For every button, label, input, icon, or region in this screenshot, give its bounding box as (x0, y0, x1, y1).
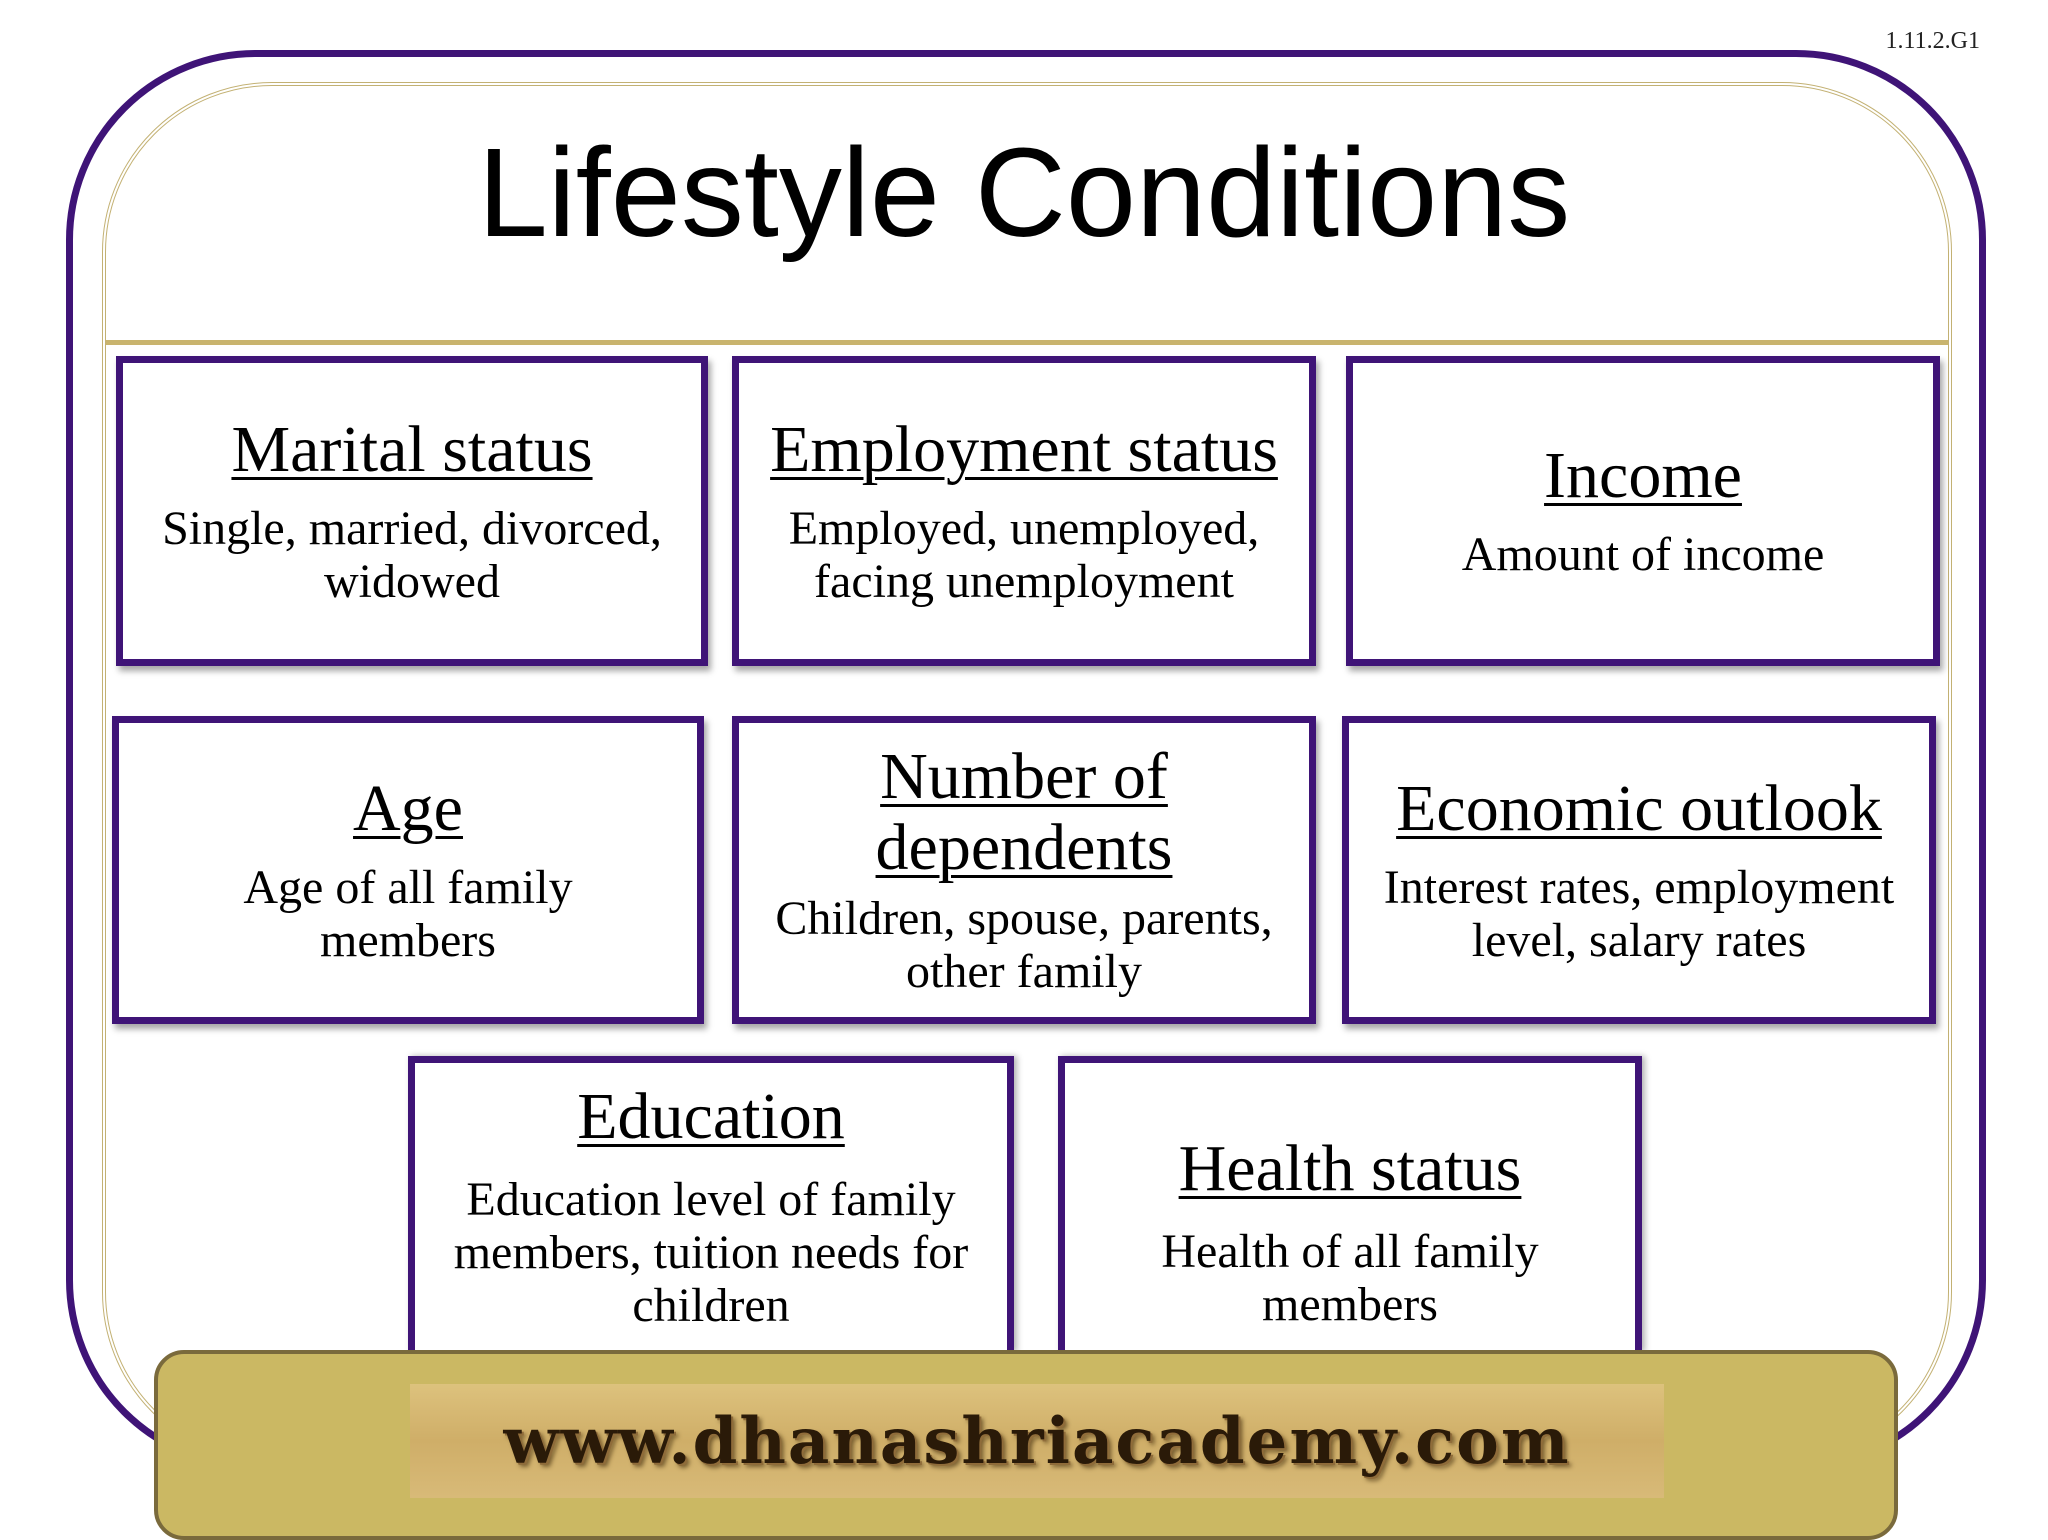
box-economic-outlook (1342, 716, 1936, 1024)
box-title: Age (353, 771, 463, 845)
box-title: Number of dependents (875, 739, 1173, 885)
box-title: Marital status (231, 412, 593, 486)
box-health-status (1058, 1056, 1642, 1352)
box-marital-status (116, 356, 708, 666)
box-desc: Health of all family members (1161, 1225, 1539, 1332)
box-desc: Children, spouse, parents, other family (775, 892, 1273, 999)
box-income (1346, 356, 1940, 666)
box-desc: Amount of income (1461, 528, 1825, 582)
box-title: Health status (1178, 1132, 1522, 1205)
box-title: Employment status (770, 412, 1278, 486)
box-number-of-dependents (732, 716, 1316, 1024)
footer-banner (410, 1384, 1664, 1498)
slide-title: Lifestyle Conditions (477, 122, 1571, 263)
box-desc: Education level of family members, tuition needs for children (453, 1173, 969, 1332)
slide-code: 1.11.2.G1 (1885, 28, 1980, 54)
box-desc: Employed, unemployed, facing unemployment (788, 501, 1260, 608)
box-title: Economic outlook (1396, 771, 1882, 845)
box-desc: Single, married, divorced, widowed (162, 501, 662, 608)
title-divider (106, 340, 1948, 345)
box-title: Income (1544, 438, 1742, 512)
box-employment-status (732, 356, 1316, 666)
box-age (112, 716, 704, 1024)
box-title: Education (577, 1080, 845, 1153)
footer-url: www.dhanashriacademy.com (503, 1403, 1571, 1479)
box-education (408, 1056, 1014, 1352)
box-desc: Age of all family members (243, 860, 573, 967)
box-desc: Interest rates, employment level, salary rates (1383, 860, 1895, 967)
